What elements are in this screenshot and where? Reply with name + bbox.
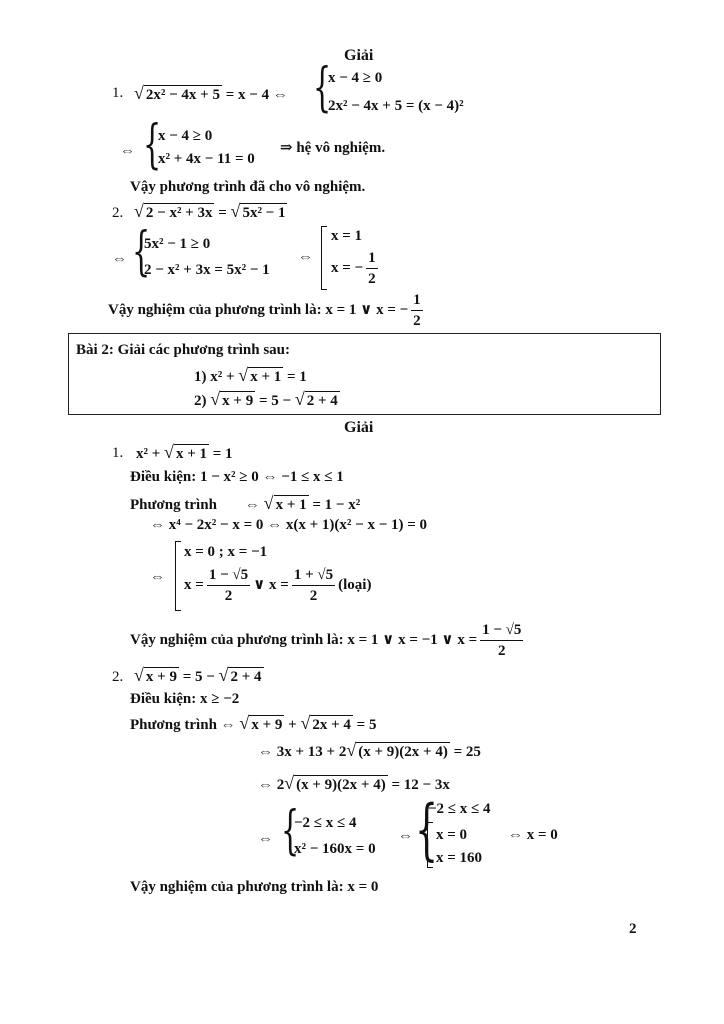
conclusion: Vậy phương trình đã cho vô nghiệm. xyxy=(130,179,366,195)
final-result: ⇔ x = 0 xyxy=(508,827,558,843)
equiv-arrow: ⇔ xyxy=(112,251,127,267)
equiv-arrow: ⇔ xyxy=(398,828,413,844)
equation: √ x + 9 = 5 − √ 2 + 4 xyxy=(134,665,262,685)
equation: √ 2 − x² + 3x = √ 5x² − 1 xyxy=(134,201,286,221)
solution-heading: Giải xyxy=(344,47,374,64)
equiv-arrow: ⇔ xyxy=(120,143,135,159)
exercise-equation: 1) x² + √ x + 1 = 1 xyxy=(194,365,307,385)
equation-line: ⇔ 2√ (x + 9)(2x + 4) = 12 − 3x xyxy=(258,773,450,793)
solution: x = 160 xyxy=(436,850,483,866)
solution: x = 1 xyxy=(331,228,363,244)
condition: 2x² − 4x + 5 = (x − 4)² xyxy=(328,98,464,114)
brace: { xyxy=(415,791,439,868)
item-number: 2. xyxy=(112,205,124,221)
equiv-arrow: ⇔ xyxy=(150,569,165,585)
equation-line: ⇔ x⁴ − 2x² − x = 0 ⇔ x(x + 1)(x² − x − 1) = 0 xyxy=(150,517,428,533)
equation: x² + √ x + 1 = 1 xyxy=(136,442,233,462)
condition-line: Điều kiện: x ≥ −2 xyxy=(130,691,240,707)
condition: x − 4 ≥ 0 xyxy=(328,70,383,86)
solution: x = − $\frac{1}{2}$ xyxy=(331,250,376,287)
condition: x² − 160x = 0 xyxy=(294,841,376,857)
condition: 5x² − 1 ≥ 0 xyxy=(144,236,211,252)
bracket xyxy=(427,822,433,868)
condition: 2 − x² + 3x = 5x² − 1 xyxy=(144,262,270,278)
brace: { xyxy=(132,222,151,282)
bracket xyxy=(321,226,327,290)
equiv-arrow: ⇔ xyxy=(258,831,273,847)
equiv-arrow: ⇔ xyxy=(298,249,313,265)
conclusion: Vậy nghiệm của phương trình là: x = 0 xyxy=(130,879,379,895)
equation: √ 2x² − 4x + 5 = x − 4 ⇔ xyxy=(134,83,288,103)
brace: { xyxy=(313,58,332,118)
equation-line: ⇔ 3x + 13 + 2√ (x + 9)(2x + 4) = 25 xyxy=(258,740,481,760)
solution: x = 0 xyxy=(436,827,468,843)
conclusion: Vậy nghiệm của phương trình là: x = 1 ∨ x = −1 ∨ x = $\frac{1 - √5}{2}$ xyxy=(130,622,522,659)
solution: x = 0 ; x = −1 xyxy=(184,544,268,560)
result-text: ⇒ hệ vô nghiệm. xyxy=(280,140,386,156)
solution: x = $\frac{1 - √5}{2}$ ∨ x = $\frac{1 + √5}{2}$ (loại) xyxy=(184,567,372,604)
condition: −2 ≤ x ≤ 4 xyxy=(428,801,491,817)
equation-line: Phương trình ⇔ √ x + 1 = 1 − x² xyxy=(130,493,361,513)
exercise-title: Bài 2: Giải các phương trình sau: xyxy=(76,342,291,358)
condition: x − 4 ≥ 0 xyxy=(158,128,213,144)
brace: { xyxy=(143,115,162,175)
condition: −2 ≤ x ≤ 4 xyxy=(294,815,357,831)
conclusion: Vậy nghiệm của phương trình là: x = 1 ∨ x = − $\frac{1}{2}$ xyxy=(108,292,421,329)
item-number: 1. xyxy=(112,445,124,461)
condition-line: Điều kiện: 1 − x² ≥ 0 ⇔ −1 ≤ x ≤ 1 xyxy=(130,469,344,485)
solution-heading: Giải xyxy=(344,419,374,436)
brace: { xyxy=(281,801,300,861)
condition: x² + 4x − 11 = 0 xyxy=(158,151,255,167)
equation-line: Phương trình ⇔ √ x + 9 + √ 2x + 4 = 5 xyxy=(130,713,377,733)
page-number: 2 xyxy=(629,921,637,937)
bracket xyxy=(175,541,181,611)
exercise-equation: 2) √ x + 9 = 5 − √ 2 + 4 xyxy=(194,389,338,409)
item-number: 1. xyxy=(112,85,124,101)
item-number: 2. xyxy=(112,669,124,685)
